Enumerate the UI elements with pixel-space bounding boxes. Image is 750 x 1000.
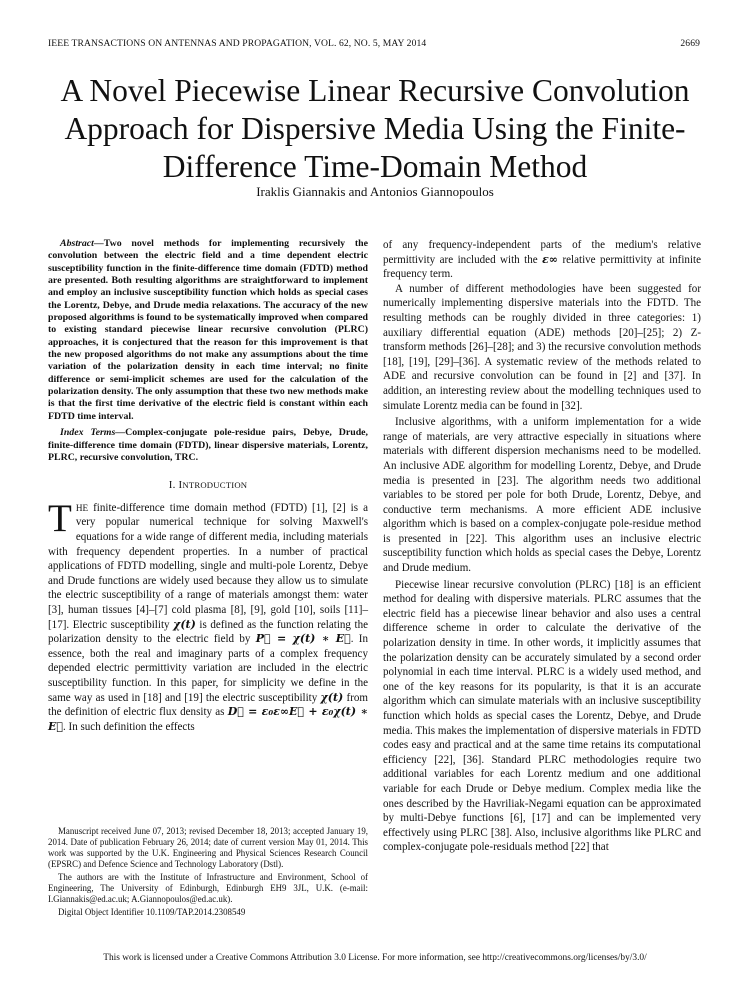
index-terms [48, 427, 368, 464]
right-paragraph-2: A number of different methodologies have been suggested for numerically implementing dispersive materials into the FDTD. The resulting methods can be roughly divided in three categories: 1) auxiliary differential equation (ADE) methods [20]–[25]; 2) Z-transform methods [26]–[28]; and 3) the recursive convolution methods [18], [19], [29]–[36]. A systematic review of the methods related to ADE and recursive convolution can be found in [2] and [37]. In addition, an interesting review about the modelling techniques used to simulate Lorentz media can be found in [32]. [383, 282, 701, 412]
abstract-label: Abstract— [60, 238, 104, 249]
intro-text-1: finite-difference time domain method (FDTD) [1], [2] is a very popular numerical technique for solving Maxwell's equations for a wide range of different media, including materials with frequency dependent properties. In a number of practical applications of FDTD modelling, single and multi-pole Lorentz, Debye and Drude functions are widely used because they allow us to simulate the electric susceptibility of a range of materials amongst them: water [3], human tissues [4]–[7] cold plasma [8], [9], gold [10], soils [11]–[17]. Electric susceptibility [48, 501, 368, 631]
author-list: Iraklis Giannakis and Antonios Giannopoulos [256, 184, 494, 199]
journal-name: IEEE TRANSACTIONS ON ANTENNAS AND PROPAGATION, VOL. 62, NO. 5, MAY 2014 [48, 38, 427, 49]
section-first-letter: I [178, 479, 183, 492]
footnote-received: Manuscript received June 07, 2013; revised December 18, 2013; accepted January 19, 2014. Date of publication February 26, 2014; date of current version May 01, 2014. This work was supported by the U.K. Engineering and Physical Sciences Research Council (EPSRC) and Defence Science and Technology Laboratory (Dstl). [48, 826, 368, 869]
abstract-text: Two novel methods for implementing recursively the convolution between the electric field and a time dependent electric susceptibility function in the finite-difference time domain (FDTD) method are presented. Both resulting algorithms are straightforward to implement and employ an inclusive susceptibility function which holds as special cases the Lorentz, Debye, and Drude media relaxations. The accuracy of the new proposed algorithms is found to be systematically improved when compared to existing standard piecewise linear recursive convolution (PLRC) approaches, it is conjectured that the reason for this improvement is that the new proposed algorithms do not make any assumptions about the time variation of the polarization density in each time interval; no finite difference or semi-implicit schemes are used for the calculation of the polarization density. The only assumption that these two new methods make is that the first time derivative of the electric field is constant within each FDTD time interval. [48, 238, 368, 422]
chi-symbol: χ(t) [173, 617, 196, 631]
section-heading [48, 478, 368, 493]
right-paragraph-1 [383, 238, 701, 282]
index-terms-label: Index Terms— [60, 427, 126, 439]
left-column [48, 238, 368, 734]
intro-text-5: . In such definition the effects [63, 720, 195, 733]
right-p1-text-a: of any frequency-independent parts of the medium's relative permittivity are included with the [383, 239, 701, 266]
paper-title: A Novel Piecewise Linear Recursive Convolution Approach for Dispersive Media Using the Finite-Difference Time-Domain Method [60, 73, 690, 184]
intro-paragraph [48, 496, 368, 735]
chi-symbol-2: χ(t) [320, 690, 344, 704]
abstract [48, 238, 368, 423]
intro-text-2: is defined as the function relating the polarization density to the electric field by [48, 618, 368, 646]
polarization-equation: P⃗ = χ(t) ∗ E⃗ [255, 632, 351, 646]
right-paragraph-3: Inclusive algorithms, with a uniform implementation for a wide range of materials, are very attractive especially in situations where materials with different dispersion mechanisms need to be modelled. An inclusive ADE algorithm for modelling Lorentz, Debye, and Drude media is presented in [23]. The algorithm needs two additional variables to be stored per pole for both Drude, Lorentz, Debye, and conductive term mechanisms. A more efficient ADE inclusive algorithm which is based on a complex-conjugate pole-residue method is presented in [22]. This algorithm uses an inclusive electric susceptibility function which holds as special cases the Debye, Lorentz and Drude medium. [383, 416, 701, 575]
epsilon-infinity: ε∞ [542, 252, 558, 266]
right-column [383, 238, 701, 857]
intro-lead: HE [75, 502, 89, 513]
footnotes [48, 826, 368, 920]
footnote-doi: Digital Object Identifier 10.1109/TAP.2014.2308549 [58, 907, 246, 917]
footnote-affiliation: The authors are with the Institute of Infrastructure and Environment, School of Engineering, The University of Edinburgh, Edinburgh EH9 3JL, U.K. (e-mail: I.Giannakis@ed.ac.uk; A.Giannopoulos@ed.ac.uk). [48, 872, 368, 904]
page-number: 2669 [680, 38, 700, 49]
section-number: I. [168, 479, 179, 492]
running-header [48, 38, 700, 52]
intro-text-3: . In essence, both the real and imaginary parts of a complex frequency depended electric permittivity variation are included in the electric susceptibility function. In this paper, for simplicity we define in the same way as used in [18] and [19] the electric susceptibility [48, 633, 368, 704]
intro-text-4: from the definition of electric flux density as [48, 691, 368, 719]
right-p1-text-b: relative permittivity at infinite frequency term. [383, 253, 701, 281]
right-paragraph-4: Piecewise linear recursive convolution (PLRC) [18] is an efficient method for dealing with dispersive materials. PLRC assumes that the electric field has a piecewise linear behavior and also uses a central difference scheme in order to calculate the derivative of the polarization density in time. In other words, it implicitly assumes that the polarization density can be accurately simulated by a second order polynomial in each time interval. PLRC is a widely used method, and one of the key reasons for its popularity, is that it is an accurate algorithm which can simulate materials with an inclusive susceptibility function which holds as special cases the Lorentz, Debye, and Drude media. This makes the implementation of dispersive materials in FDTD codes easy and practical and at the same time retains its computational efficiency [22], [36]. Standard PLRC methodologies require two additional variables for each Lorentz medium and one additional variable for each Drude or Debye medium. Complex media like the ones described by the Havriliak-Negami equation can be approximated by multi-Debye functions [6], [17] and can be implemented very effectively using PLRC [38]. Also, inclusive algorithms like PLRC and complex-conjugate pole-residuals method [22] that [383, 578, 701, 854]
flux-density-equation: D⃗ = ε₀ε∞E⃗ + ε₀χ(t) ∗ E⃗ [48, 705, 368, 733]
section-rest: NTRODUCTION [182, 480, 248, 491]
license-notice: This work is licensed under a Creative Commons Attribution 3.0 License. For more information, see http://creativecommons.org/licenses/by/3.0/ [103, 953, 647, 963]
index-terms-text: Complex-conjugate pole-residue pairs, Debye, Drude, finite-difference time domain (FDTD), linear dispersive materials, Lorentz, PLRC, recursive convolution, TRC. [48, 427, 369, 463]
drop-cap: T [48, 496, 72, 540]
